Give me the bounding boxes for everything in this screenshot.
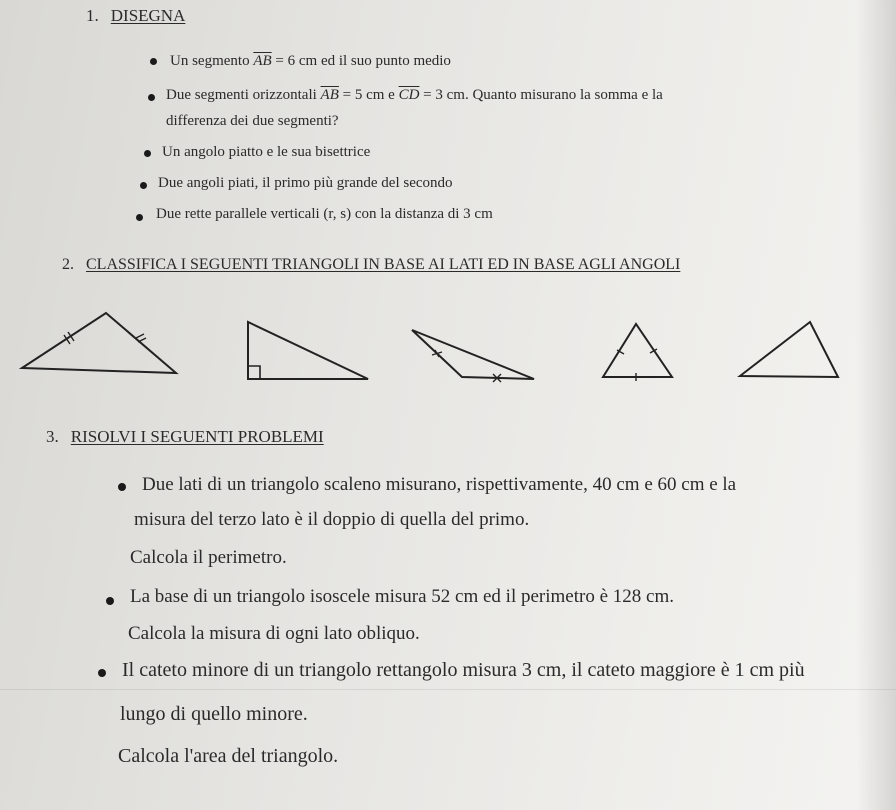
section-3-title: RISOLVI I SEGUENTI PROBLEMI [70, 427, 324, 446]
section-3-heading: 3. RISOLVI I SEGUENTI PROBLEMI [46, 427, 324, 446]
draw-item-2-continued: differenza dei due segmenti? [166, 113, 339, 129]
problem-1-question: Calcola il perimetro. [130, 547, 287, 568]
draw-item-4: Due angoli piati, il primo più grande del secondo [158, 175, 453, 191]
paper-fold-line [0, 689, 896, 690]
section-1-title: DISEGNA [110, 6, 186, 25]
bullet [136, 214, 143, 221]
triangle-right [248, 322, 368, 379]
section-2-heading: 2. CLASSIFICA I SEGUENTI TRIANGOLI IN BASE AI LATI ED IN BASE AGLI ANGOLI [62, 256, 681, 273]
problem-2-question: Calcola la misura di ogni lato obliquo. [128, 623, 420, 644]
bullet [106, 597, 114, 605]
bullet [118, 483, 126, 491]
bullet [144, 150, 151, 157]
section-2-title: CLASSIFICA I SEGUENTI TRIANGOLI IN BASE AI LATI ED IN BASE AGLI ANGOLI [86, 256, 681, 273]
bullet [148, 94, 155, 101]
triangle-isosceles-obtuse [22, 313, 176, 373]
draw-item-1: Un segmento $\overline{AB} = 6$ cm ed il suo punto medio [170, 53, 451, 69]
draw-item-3: Un angolo piatto e le sua bisettrice [162, 144, 371, 160]
draw-item-2: Due segmenti orizzontali $\overline{AB} = 5$ cm e $\overline{CD} = 3$ cm. Quanto misurano la somma e la [166, 87, 663, 103]
triangle-scalene-obtuse [412, 330, 534, 382]
triangle-acute [740, 322, 838, 377]
draw-item-5: Due rette parallele verticali (r, s) con la distanza di 3 cm [156, 206, 493, 222]
triangle-equilateral [603, 324, 672, 381]
problem-1-line-2: misura del terzo lato è il doppio di quella del primo. [134, 509, 530, 530]
section-1-heading: 1. DISEGNA [86, 6, 186, 25]
problem-3-line-1: Il cateto minore di un triangolo rettangolo misura 3 cm, il cateto maggiore è 1 cm più [122, 659, 805, 681]
problem-3-question: Calcola l'area del triangolo. [118, 745, 339, 767]
bullet [98, 669, 106, 677]
triangles-figure [0, 300, 896, 400]
bullet [150, 58, 157, 65]
bullet [140, 182, 147, 189]
problem-2-line-1: La base di un triangolo isoscele misura 52 cm ed il perimetro è 128 cm. [130, 586, 674, 607]
problem-3-line-2: lungo di quello minore. [120, 703, 308, 725]
page-edge-shadow [856, 0, 896, 810]
problem-1-line-1: Due lati di un triangolo scaleno misurano, rispettivamente, 40 cm e 60 cm e la [142, 474, 737, 495]
